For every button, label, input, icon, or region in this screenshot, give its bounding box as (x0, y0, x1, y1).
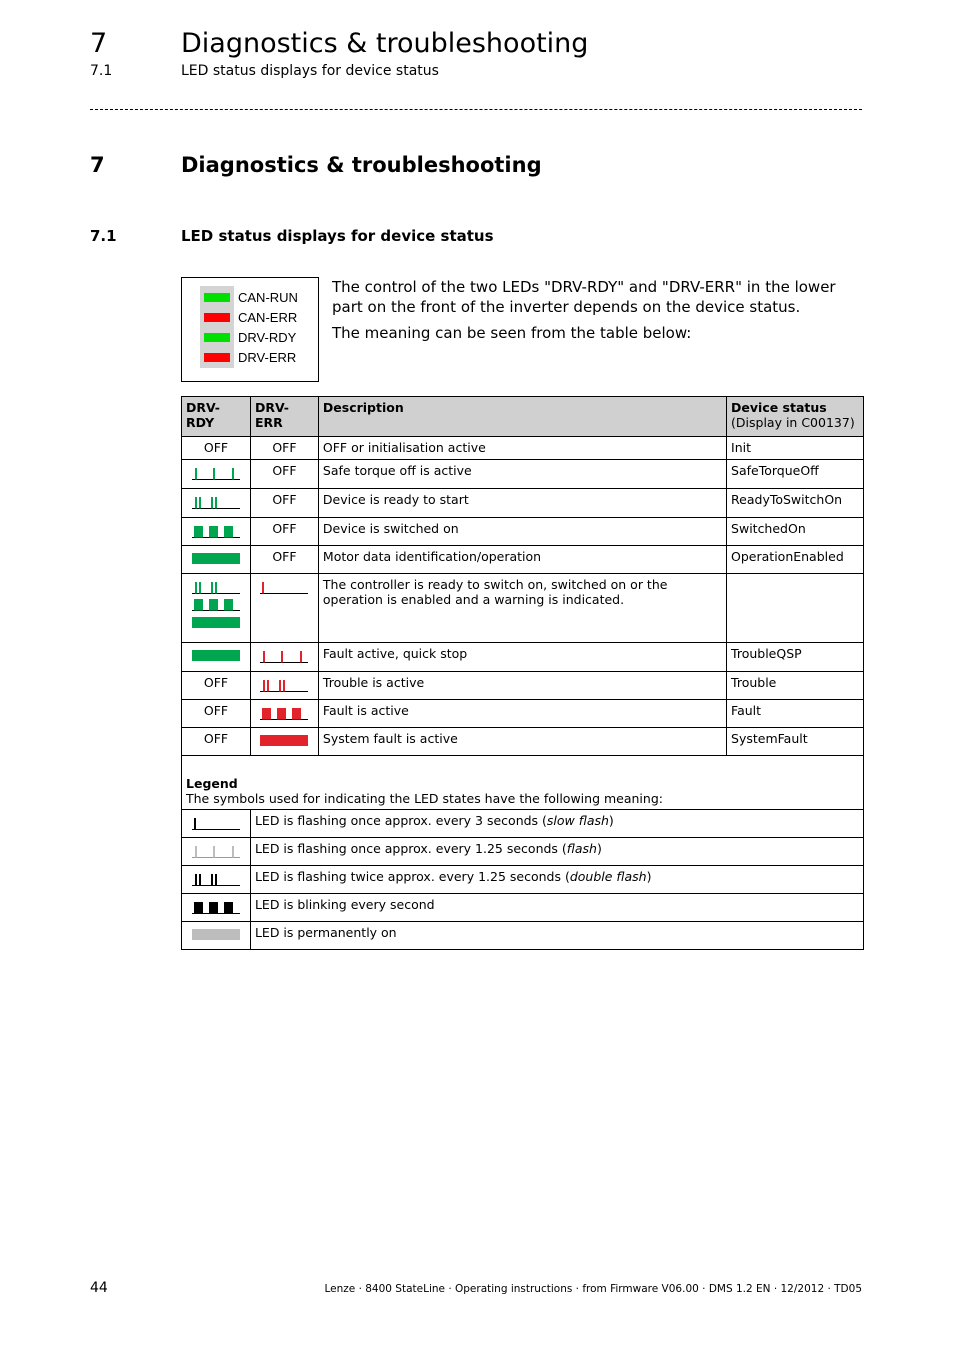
intro-paragraph-2: The meaning can be seen from the table below: (332, 324, 692, 342)
intro-paragraph-1: The control of the two LEDs "DRV-RDY" and "DRV-ERR" in the lower part on the front of the inverter depends on the device status. (332, 278, 836, 316)
black-blink-icon (186, 901, 246, 914)
cell-device-status: ReadyToSwitchOn (727, 489, 864, 518)
legend-symbol-cell (182, 810, 251, 838)
green-on-icon (186, 617, 246, 628)
cell-device-status: Trouble (727, 672, 864, 700)
legend-header-row (182, 756, 864, 810)
legend-description: LED is flashing once approx. every 1.25 seconds (flash) (250, 838, 863, 866)
cell-drv-rdy: OFF (182, 672, 251, 700)
led-drv-err (204, 353, 230, 362)
cell-drv-err: OFF (250, 460, 318, 489)
cell-description: System fault is active (318, 728, 726, 756)
led-drv-rdy (204, 333, 230, 342)
legend-description: LED is flashing once approx. every 3 seconds (slow flash) (250, 810, 863, 838)
legend-symbol-cell (182, 922, 251, 950)
gray-flash-icon (186, 845, 246, 858)
cell-drv-rdy (182, 643, 251, 672)
red-blink-icon (255, 707, 314, 720)
cell-drv-err: OFF (250, 437, 318, 460)
cell-drv-rdy (182, 574, 251, 643)
cell-description: Device is ready to start (318, 489, 726, 518)
gray-on-icon (186, 929, 246, 940)
header-drv-err: DRV-ERR (250, 397, 318, 437)
cell-drv-err: OFF (250, 518, 318, 546)
led-can-err (204, 313, 230, 322)
green-blink-icon (186, 598, 246, 611)
legend-row (182, 922, 864, 950)
cell-description: Fault is active (318, 700, 726, 728)
led-label-can-err: CAN-ERR (238, 310, 298, 325)
cell-drv-rdy: OFF (182, 437, 251, 460)
table-row (182, 489, 864, 518)
legend-description: LED is permanently on (250, 922, 863, 950)
legend-title: Legend (186, 776, 238, 791)
intro-text (332, 278, 862, 351)
cell-description: Fault active, quick stop (318, 643, 726, 672)
black-double-flash-icon (186, 873, 246, 886)
legend-row (182, 838, 864, 866)
cell-drv-err: OFF (250, 489, 318, 518)
header-drv-rdy: DRV-RDY (182, 397, 251, 437)
heading2-title: LED status displays for device status (181, 227, 494, 245)
table-row (182, 700, 864, 728)
cell-drv-rdy (182, 489, 251, 518)
table-row (182, 728, 864, 756)
cell-drv-rdy (182, 518, 251, 546)
cell-drv-err (250, 700, 318, 728)
table-row (182, 546, 864, 574)
cell-drv-rdy: OFF (182, 728, 251, 756)
led-status-table (181, 396, 864, 950)
cell-description: The controller is ready to switch on, switched on or the operation is enabled and a warning is indicated. (318, 574, 726, 643)
led-panel-figure (181, 277, 319, 382)
legend-symbol-cell (182, 894, 251, 922)
header-status-label: Device status (731, 400, 827, 415)
green-flash-icon (186, 467, 246, 480)
cell-device-status (727, 574, 864, 643)
section-title: LED status displays for device status (181, 63, 439, 79)
cell-device-status: Fault (727, 700, 864, 728)
chapter-number: 7 (90, 28, 108, 59)
led-panel (200, 286, 234, 368)
cell-drv-err (250, 728, 318, 756)
cell-drv-err (250, 643, 318, 672)
chapter-title: Diagnostics & troubleshooting (181, 28, 589, 59)
table-row (182, 672, 864, 700)
table-row (182, 437, 864, 460)
cell-drv-err: OFF (250, 546, 318, 574)
green-double-flash-icon (186, 496, 246, 509)
table-row (182, 574, 864, 643)
cell-drv-err (250, 574, 318, 643)
red-double-flash-icon (255, 679, 314, 692)
led-label-drv-err: DRV-ERR (238, 350, 297, 365)
legend-symbol-cell (182, 838, 251, 866)
section-number: 7.1 (90, 63, 113, 79)
cell-description: Safe torque off is active (318, 460, 726, 489)
legend-row (182, 894, 864, 922)
footer-text: Lenze · 8400 StateLine · Operating instructions · from Firmware V06.00 · DMS 1.2 EN · 12/2012 · TD05 (324, 1283, 862, 1295)
green-on-icon (186, 650, 246, 661)
red-slow-flash-icon (255, 581, 314, 594)
table-header-row (182, 397, 864, 437)
cell-drv-rdy: OFF (182, 700, 251, 728)
cell-device-status: OperationEnabled (727, 546, 864, 574)
cell-device-status: SafeTorqueOff (727, 460, 864, 489)
legend-description: LED is blinking every second (250, 894, 863, 922)
cell-drv-rdy (182, 546, 251, 574)
cell-description: OFF or initialisation active (318, 437, 726, 460)
header-divider (90, 109, 862, 110)
green-on-icon (186, 553, 246, 564)
heading1-number: 7 (90, 153, 105, 177)
legend-symbol-cell (182, 866, 251, 894)
green-blink-icon (186, 525, 246, 538)
heading1-title: Diagnostics & troubleshooting (181, 153, 542, 177)
cell-description: Trouble is active (318, 672, 726, 700)
legend-intro: The symbols used for indicating the LED states have the following meaning: (186, 791, 663, 806)
cell-description: Motor data identification/operation (318, 546, 726, 574)
legend-row (182, 866, 864, 894)
cell-device-status: Init (727, 437, 864, 460)
cell-drv-err (250, 672, 318, 700)
led-can-run (204, 293, 230, 302)
table-row (182, 643, 864, 672)
red-on-icon (255, 735, 314, 746)
red-flash-icon (255, 650, 314, 663)
legend-description: LED is flashing twice approx. every 1.25 seconds (double flash) (250, 866, 863, 894)
header-status-sub: (Display in C00137) (731, 415, 855, 430)
legend-row (182, 810, 864, 838)
page-number: 44 (90, 1280, 108, 1296)
cell-description: Device is switched on (318, 518, 726, 546)
black-slow-flash-icon (186, 817, 246, 830)
heading2-number: 7.1 (90, 227, 117, 245)
header-description: Description (318, 397, 726, 437)
led-label-can-run: CAN-RUN (238, 290, 298, 305)
cell-device-status: SwitchedOn (727, 518, 864, 546)
table-row (182, 518, 864, 546)
cell-device-status: TroubleQSP (727, 643, 864, 672)
cell-device-status: SystemFault (727, 728, 864, 756)
green-double-flash-icon (186, 581, 246, 594)
cell-drv-rdy (182, 460, 251, 489)
header-device-status (727, 397, 864, 437)
led-label-drv-rdy: DRV-RDY (238, 330, 297, 345)
table-row (182, 460, 864, 489)
